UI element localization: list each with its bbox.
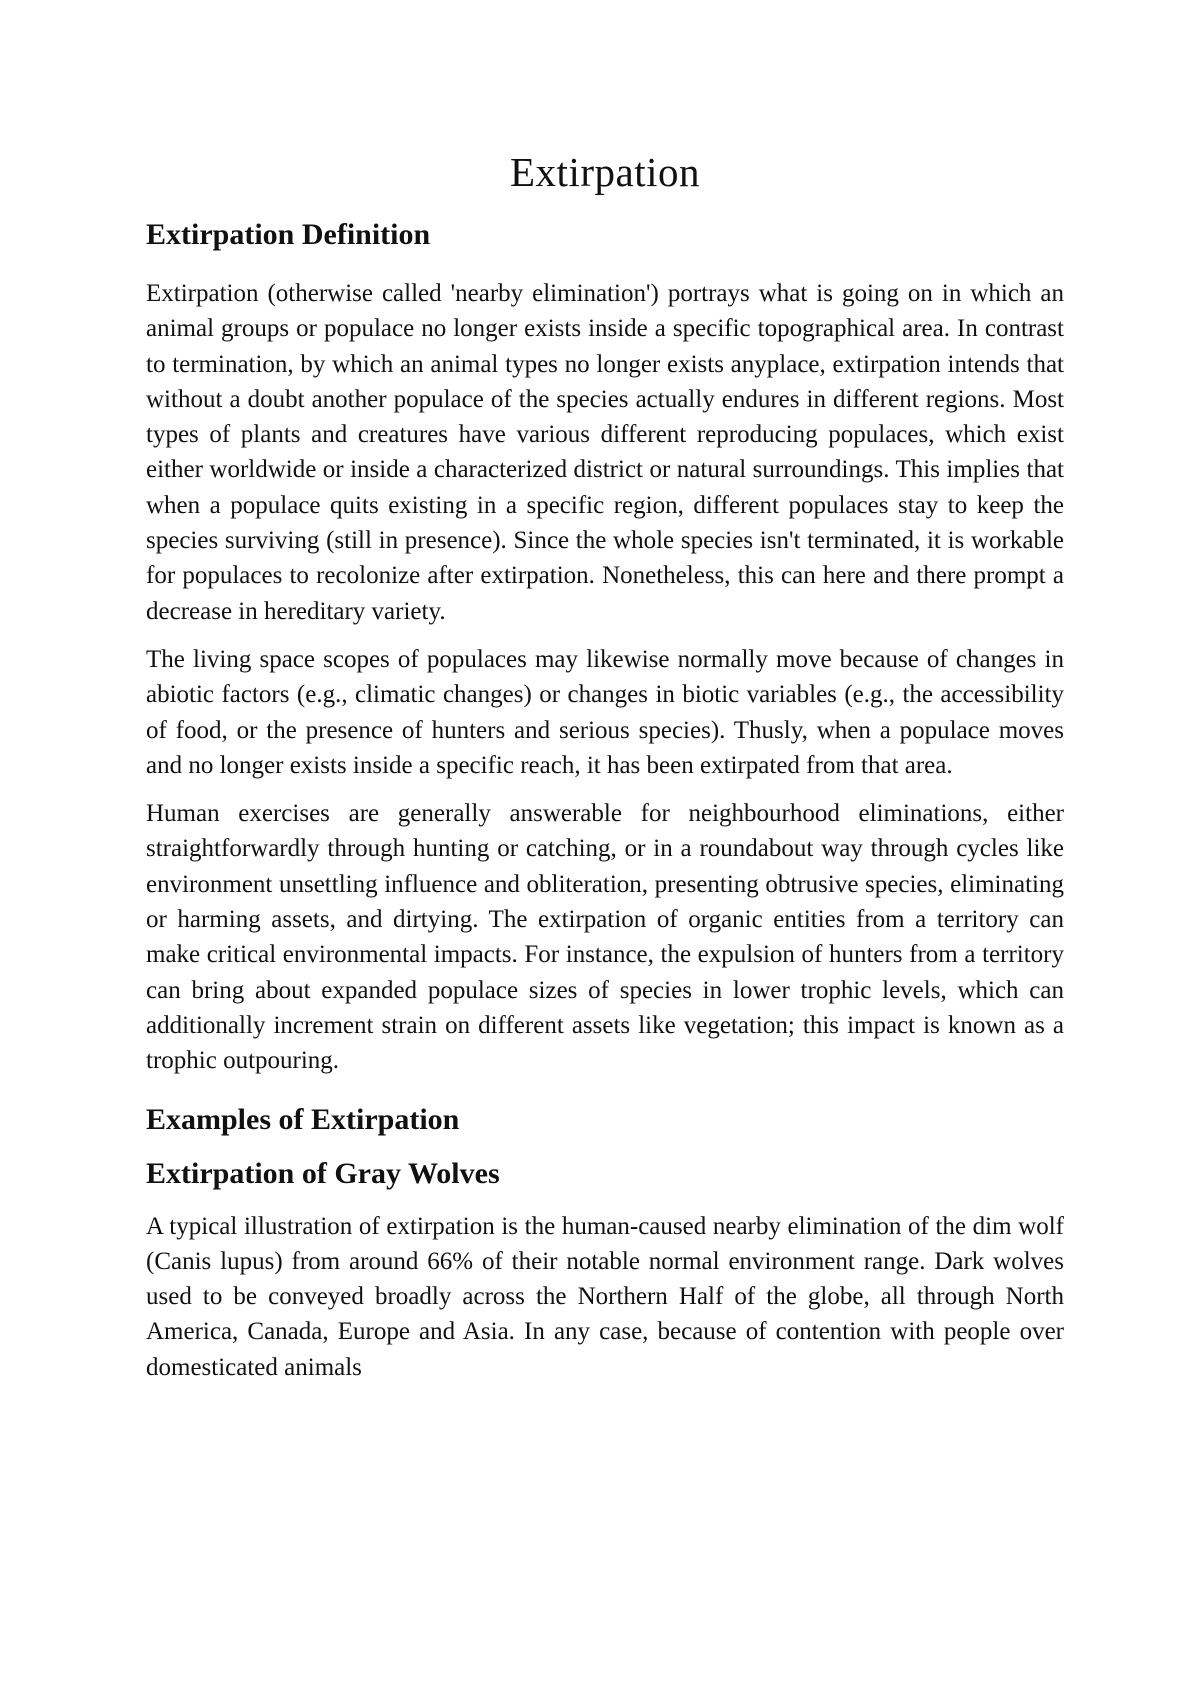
definition-paragraph-1: Extirpation (otherwise called 'nearby elimination') portrays what is going on in which an animal groups or populace no longer exists inside a specific topographical area. In contrast to termination, by which an animal types no longer exists anyplace, extirpation intends that without a doubt another populace of the species actually endures in different regions. Most types of plants and creatures have various different reproducing populaces, which exist either worldwide or inside a characterized district or natural surroundings. This implies that when a populace quits existing in a specific region, different populaces stay to keep the species surviving (still in presence). Since the whole species isn't terminated, it is workable for populaces to recolonize after extirpation. Nonetheless, this can here and there prompt a decrease in hereditary variety. <box>146 280 1064 625</box>
definition-paragraph-2: The living space scopes of populaces may likewise normally move because of changes in abiotic factors (e.g., climatic changes) or changes in biotic variables (e.g., the accessibility of food, or the presence of hunters and serious species). Thusly, when a populace moves and no longer exists inside a specific reach, it has been extirpated from that area. <box>146 645 1064 779</box>
gray-wolves-paragraph-1: A typical illustration of extirpation is the human-caused nearby elimination of the dim wolf (Canis lupus) from around 66% of their notable normal environment range. Dark wolves used to be conveyed broadly across the Northern Half of the globe, all through North America, Canada, Europe and Asia. In any case, because of contention with people over domesticated animals <box>146 1212 1064 1381</box>
section-heading-definition: Extirpation Definition <box>146 218 431 251</box>
section-heading-gray-wolves: Extirpation of Gray Wolves <box>146 1156 500 1190</box>
section-heading-examples: Examples of Extirpation <box>146 1102 460 1136</box>
definition-paragraph-3: Human exercises are generally answerable for neighbourhood eliminations, either straightforwardly through hunting or catching, or in a roundabout way through cycles like environment unsettling influence and obliteration, presenting obtrusive species, eliminating or harming assets, and dirtying. The extirpation of organic entities from a territory can make critical environmental impacts. For instance, the expulsion of hunters from a territory can bring about expanded populace sizes of species in lower trophic levels, which can additionally increment strain on different assets like vegetation; this impact is known as a trophic outpouring. <box>146 800 1064 1075</box>
document-title: Extirpation <box>510 149 700 195</box>
document-content <box>146 146 1064 1398</box>
